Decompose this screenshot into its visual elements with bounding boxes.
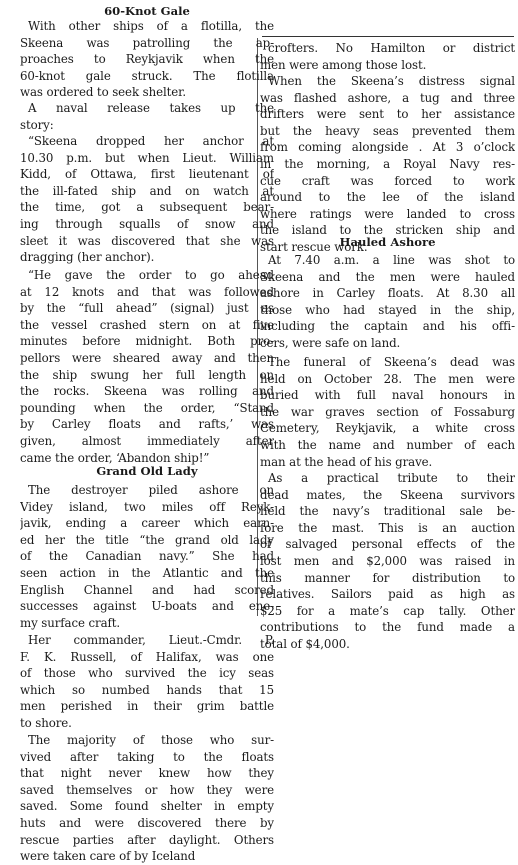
text-line: contributions to the fund made a [260, 620, 515, 635]
text-line: sleet it was discovered that she was [20, 233, 274, 248]
text-line: at 12 knots and that was followed [20, 284, 274, 299]
text-line: The funeral of Skeena’s dead was [268, 355, 515, 369]
text-line: was flashed ashore, a tug and three [260, 90, 515, 105]
paragraph [20, 267, 274, 466]
text-line: cue craft was forced to work [260, 173, 515, 188]
text-line: the time, got a subsequent bear- [20, 200, 274, 215]
text-line: the island to the stricken ship and [260, 223, 515, 238]
text-line: Skeena was patrolling the ap- [20, 35, 274, 50]
text-line: pounding when the order, “Stand [20, 400, 274, 415]
text-line: $25 for a mate’s cap tally. Other [260, 603, 515, 618]
text-line: dragging (her anchor). [20, 250, 155, 265]
text-line: the ill-fated ship and on watch at [20, 183, 274, 198]
paragraph [20, 482, 274, 631]
paragraph [260, 252, 515, 352]
text-line: of the Canadian navy.” She had [20, 549, 274, 564]
text-line: The majority of those who sur- [28, 733, 274, 747]
text-line: those who had stayed in the ship, [260, 302, 515, 317]
text-line: cers, were safe on land. [260, 335, 401, 350]
text-line: As a practical tribute to their [268, 471, 515, 485]
paragraph [20, 133, 274, 266]
text-line: my surface craft. [20, 615, 121, 630]
text-line: of salvaged personal effects of the [260, 537, 515, 552]
paragraph [20, 18, 274, 101]
text-line: javik, ending a career which earn- [20, 516, 274, 531]
text-line: ed her the title “the grand old lady [20, 532, 274, 547]
paragraph [20, 100, 274, 133]
text-line: Her commander, Lieut.-Cmdr. P. [28, 633, 274, 647]
text-line: lost men and $2,000 was raised in [260, 553, 515, 568]
paragraph [20, 732, 274, 865]
text-line: 60-knot gale struck. The flotilla [20, 68, 274, 83]
text-line: drifters were sent to her assistance [260, 107, 515, 122]
text-line: At 7.40 a.m. a line was shot to [268, 253, 515, 267]
text-line: The destroyer piled ashore on [28, 483, 274, 497]
text-line: Videy island, two miles off Reyk- [20, 499, 274, 514]
text-line: to shore. [20, 715, 72, 730]
section-heading: Hauled Ashore [339, 235, 436, 249]
text-line: Skeena and the men were hauled [260, 269, 515, 284]
text-line: relatives. Sailors paid as high as [260, 587, 515, 602]
text-line: ing through squalls of snow and [20, 216, 274, 231]
text-line: men were among those lost. [260, 57, 427, 72]
text-line: men perished in their grim battle [20, 699, 274, 714]
text-line: this manner for distribution to [260, 570, 515, 585]
paragraph [260, 40, 515, 73]
text-line: saved themselves or how they were [20, 782, 274, 797]
text-line: Kidd, of Ottawa, first lieutenant of [20, 167, 274, 182]
text-line: Cemetery, Reykjavik, a white cross [260, 421, 515, 436]
text-line: proaches to Reykjavik when the [20, 52, 274, 67]
text-line: including the captain and his offi- [260, 319, 515, 334]
text-line: the war graves section of Fossaburg [260, 404, 515, 419]
paragraph [260, 354, 515, 470]
text-line: minutes before midnight. Both pro- [20, 334, 274, 349]
text-line: English Channel and had scored [20, 582, 274, 597]
text-line: held on October 28. The men were [260, 371, 515, 386]
text-line: the vessel crashed stern on at five [20, 317, 274, 332]
text-line: successes against U-boats and ene- [20, 599, 274, 614]
text-line: F. K. Russell, of Halifax, was one [20, 649, 274, 664]
text-line: which so numbed hands that 15 [20, 682, 274, 697]
text-line: came the order, ‘Abandon ship!” [20, 450, 210, 465]
text-line: by the “full ahead” (signal) just as [20, 301, 274, 316]
text-line: crofters. No Hamilton or district [268, 41, 515, 55]
clipping-edge [262, 36, 514, 37]
text-line: around to the lee of the island [260, 190, 515, 205]
text-line: rescue parties after daylight. Others [20, 832, 274, 847]
text-line: in the morning, a Royal Navy res- [260, 156, 515, 171]
text-line: fore the mast. This is an auction [260, 520, 515, 535]
text-line: vived after taking to the floats [20, 749, 274, 764]
text-line: total of $4,000. [260, 636, 350, 651]
text-line: the ship swung her full length on [20, 367, 274, 382]
text-line: When the Skeena’s distress signal [268, 74, 515, 88]
paragraph [260, 73, 515, 256]
text-line: ashore in Carley floats. At 8.30 all [260, 286, 515, 301]
text-line: 10.30 p.m. but when Lieut. William [20, 150, 274, 165]
text-line: was ordered to seek shelter. [20, 85, 187, 100]
text-line: buried with full naval honours in [260, 388, 515, 403]
paragraph [20, 632, 274, 732]
text-line: pellors were sheared away and then [20, 350, 274, 365]
text-line: with the name and number of each [260, 437, 515, 452]
text-line: by Carley floats and rafts,’ was [20, 417, 274, 432]
text-line: but the heavy seas prevented them [260, 123, 515, 138]
text-line: story: [20, 117, 54, 132]
text-line: where ratings were landed to cross [260, 206, 515, 221]
text-line: A naval release takes up the [28, 101, 274, 115]
text-line: dead mates, the Skeena survivors [260, 487, 515, 502]
text-line: man at the head of his grave. [260, 454, 433, 469]
text-line: huts and were discovered there by [20, 815, 274, 830]
text-line: saved. Some found shelter in empty [20, 799, 274, 814]
text-line: given, almost immediately after [20, 433, 274, 448]
section-heading: 60-Knot Gale [104, 4, 190, 18]
text-line: the rocks. Skeena was rolling and [20, 384, 274, 399]
text-line: start rescue work. [260, 239, 368, 254]
text-line: “He gave the order to go ahead [28, 268, 274, 282]
text-line: seen action in the Atlantic and the [20, 565, 274, 580]
text-line: were taken care of by Iceland [20, 849, 196, 864]
paragraph [260, 470, 515, 653]
text-line: With other ships of a flotilla, the [28, 19, 274, 33]
text-line: that night never knew how they [20, 766, 274, 781]
section-heading: Grand Old Lady [96, 464, 198, 478]
text-line: held the navy’s traditional sale be- [260, 504, 515, 519]
text-line: “Skeena dropped her anchor at [28, 134, 274, 148]
text-line: of those who survived the icy seas [20, 666, 274, 681]
text-line: from coming alongside . At 3 o’clock [260, 140, 515, 155]
